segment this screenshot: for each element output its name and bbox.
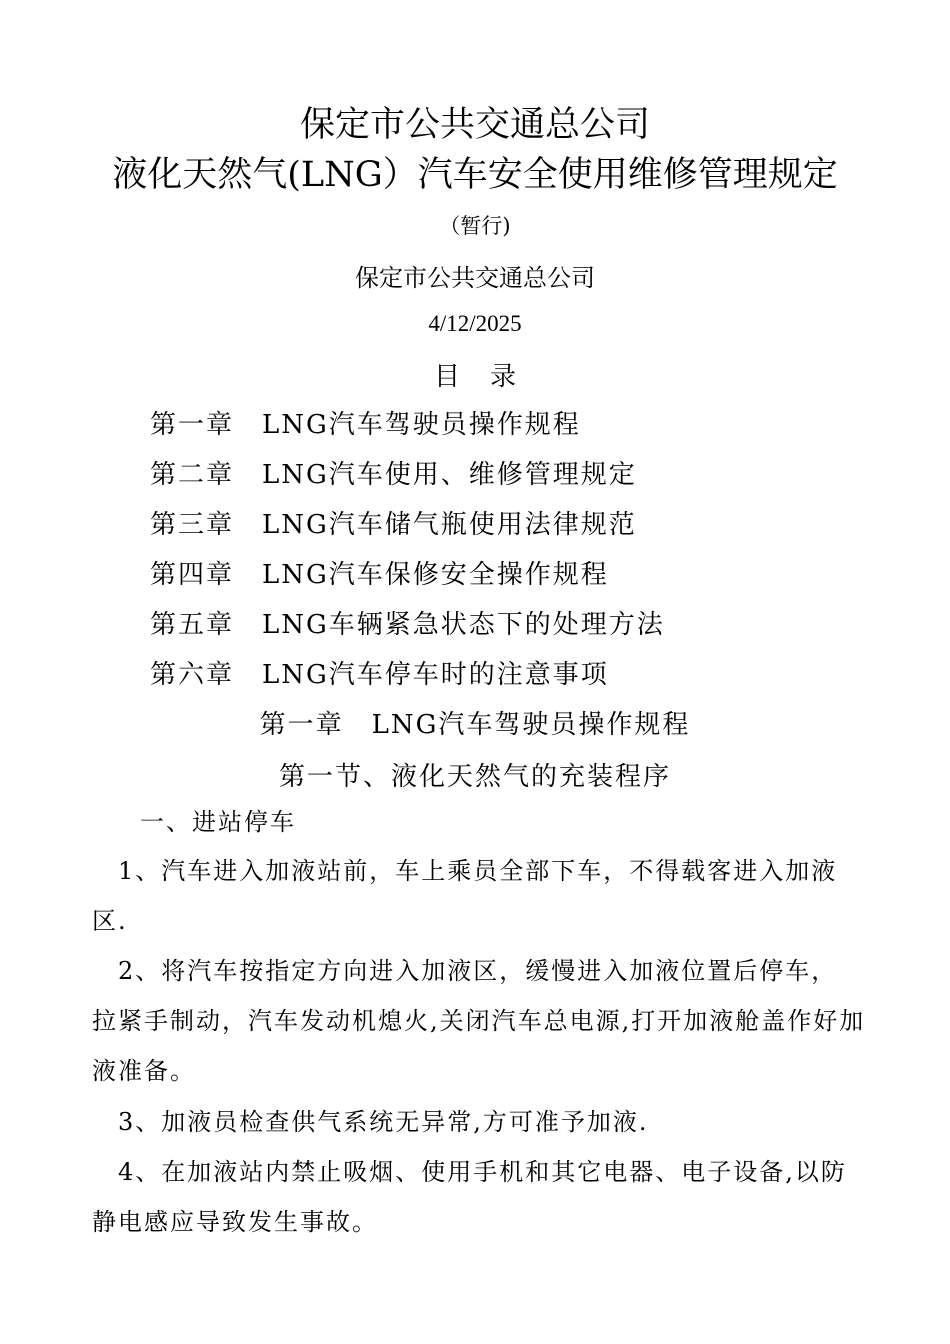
toc-item (150, 404, 581, 441)
toc-chapter: 第四章 (150, 560, 235, 590)
paragraph-line: 区. (92, 907, 128, 935)
paragraph-line: 1、汽车进入加液站前，车上乘员全部下车，不得载客进入加液 (92, 857, 838, 885)
document-date: 4/12/2025 (428, 311, 522, 336)
paragraph (92, 846, 862, 946)
toc-item (150, 654, 609, 691)
toc-title: LNG汽车储气瓶使用法律规范 (262, 510, 637, 540)
paragraph-line: 拉紧手制动，汽车发动机熄火,关闭汽车总电源,打开加液舱盖作好加 (92, 1007, 866, 1035)
toc-title: LNG汽车驾驶员操作规程 (262, 410, 581, 440)
document-title-line1: 保定市公共交通总公司 (299, 105, 650, 145)
toc-chapter: 第一章 (150, 410, 235, 440)
toc-item (150, 554, 609, 591)
section-heading: 第一节、液化天然气的充装程序 (278, 762, 671, 792)
toc-item (150, 504, 637, 541)
toc-item (150, 454, 637, 491)
toc-title: LNG车辆紧急状态下的处理方法 (262, 610, 665, 640)
paragraph-line: 2、将汽车按指定方向进入加液区，缓慢进入加液位置后停车， (92, 957, 838, 985)
document-subtitle: （暂行) (439, 214, 511, 238)
paragraph-line: 静电感应导致发生事故。 (92, 1208, 378, 1236)
paragraph (92, 946, 866, 1096)
chapter-heading: 第一章 LNG汽车驾驶员操作规程 (259, 710, 691, 740)
toc-item (150, 604, 665, 641)
toc-chapter: 第三章 (150, 510, 235, 540)
document-title-line2: 液化天然气(LNG）汽车安全使用维修管理规定 (112, 155, 838, 195)
paragraph (92, 1097, 862, 1147)
paragraph-line: 4、在加液站内禁止吸烟、使用手机和其它电器、电子设备,以防 (92, 1158, 847, 1186)
toc-title: LNG汽车停车时的注意事项 (262, 660, 609, 690)
toc-chapter: 第五章 (150, 610, 235, 640)
organization-name: 保定市公共交通总公司 (355, 264, 595, 292)
toc-chapter: 第二章 (150, 460, 235, 490)
toc-title: LNG汽车使用、维修管理规定 (262, 460, 637, 490)
paragraph (92, 1147, 862, 1247)
paragraph-line: 液准备。 (92, 1057, 196, 1085)
item-heading: 一、进站停车 (140, 808, 296, 836)
toc-title: LNG汽车保修安全操作规程 (262, 560, 609, 590)
toc-heading: 目录 (433, 362, 546, 392)
paragraph-line: 3、加液员检查供气系统无异常,方可准予加液. (92, 1108, 649, 1136)
toc-chapter: 第六章 (150, 660, 235, 690)
